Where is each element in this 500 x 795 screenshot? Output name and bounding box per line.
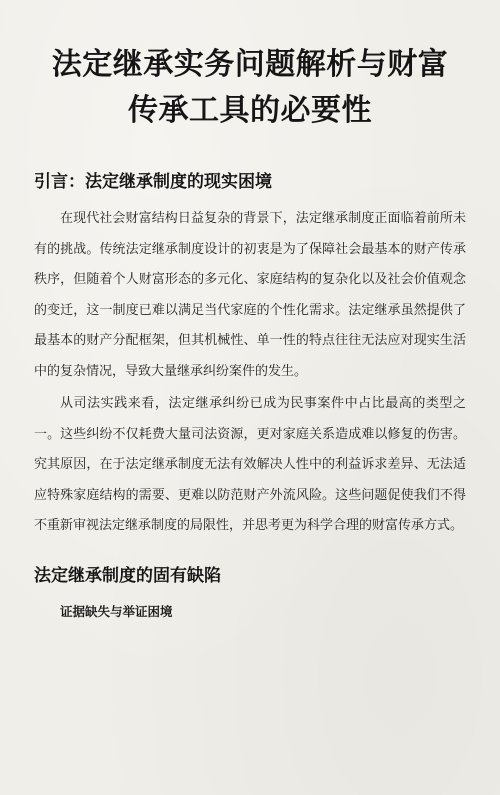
section-heading-defects: 法定继承制度的固有缺陷 bbox=[34, 565, 221, 586]
section-heading-introduction: 引言：法定继承制度的现实困境 bbox=[34, 172, 272, 192]
subsection-heading-evidence: 证据缺失与举证困境 bbox=[60, 603, 173, 619]
paragraph-1: 在现代社会财富结构日益复杂的背景下，法定继承制度正面临着前所未有的挑战。传统法定继承制度设计的初衷是为了保障社会最基本的财产传承秩序，但随着个人财富形态的多元化、家庭结构的复杂化以及社会价值观念的变迁，这一制度已难以满足当代家庭的个性化需求。法定继承虽然提供了最基本的财产分配框架，但其机械性、单一性的特点往往无法应对现实生活中的复杂情况，导致大量继承纠纷案件的发生。 bbox=[34, 211, 466, 379]
paragraph-2: 从司法实践来看，法定继承纠纷已成为民事案件中占比最高的类型之一。这些纠纷不仅耗费大量司法资源，更对家庭关系造成难以修复的伤害。究其原因，在于法定继承制度无法有效解决人性中的利益诉求差异、无法适应特殊家庭结构的需要、更难以防范财产外流风险。这些问题促使我们不得不重新审视法定继承制度的局限性，并思考更为科学合理的财富传承方式。 bbox=[34, 396, 466, 533]
title-line-1: 法定继承实务问题解析与财富 bbox=[51, 47, 449, 82]
title-line-2: 传承工具的必要性 bbox=[128, 93, 372, 128]
document-title bbox=[34, 42, 466, 134]
